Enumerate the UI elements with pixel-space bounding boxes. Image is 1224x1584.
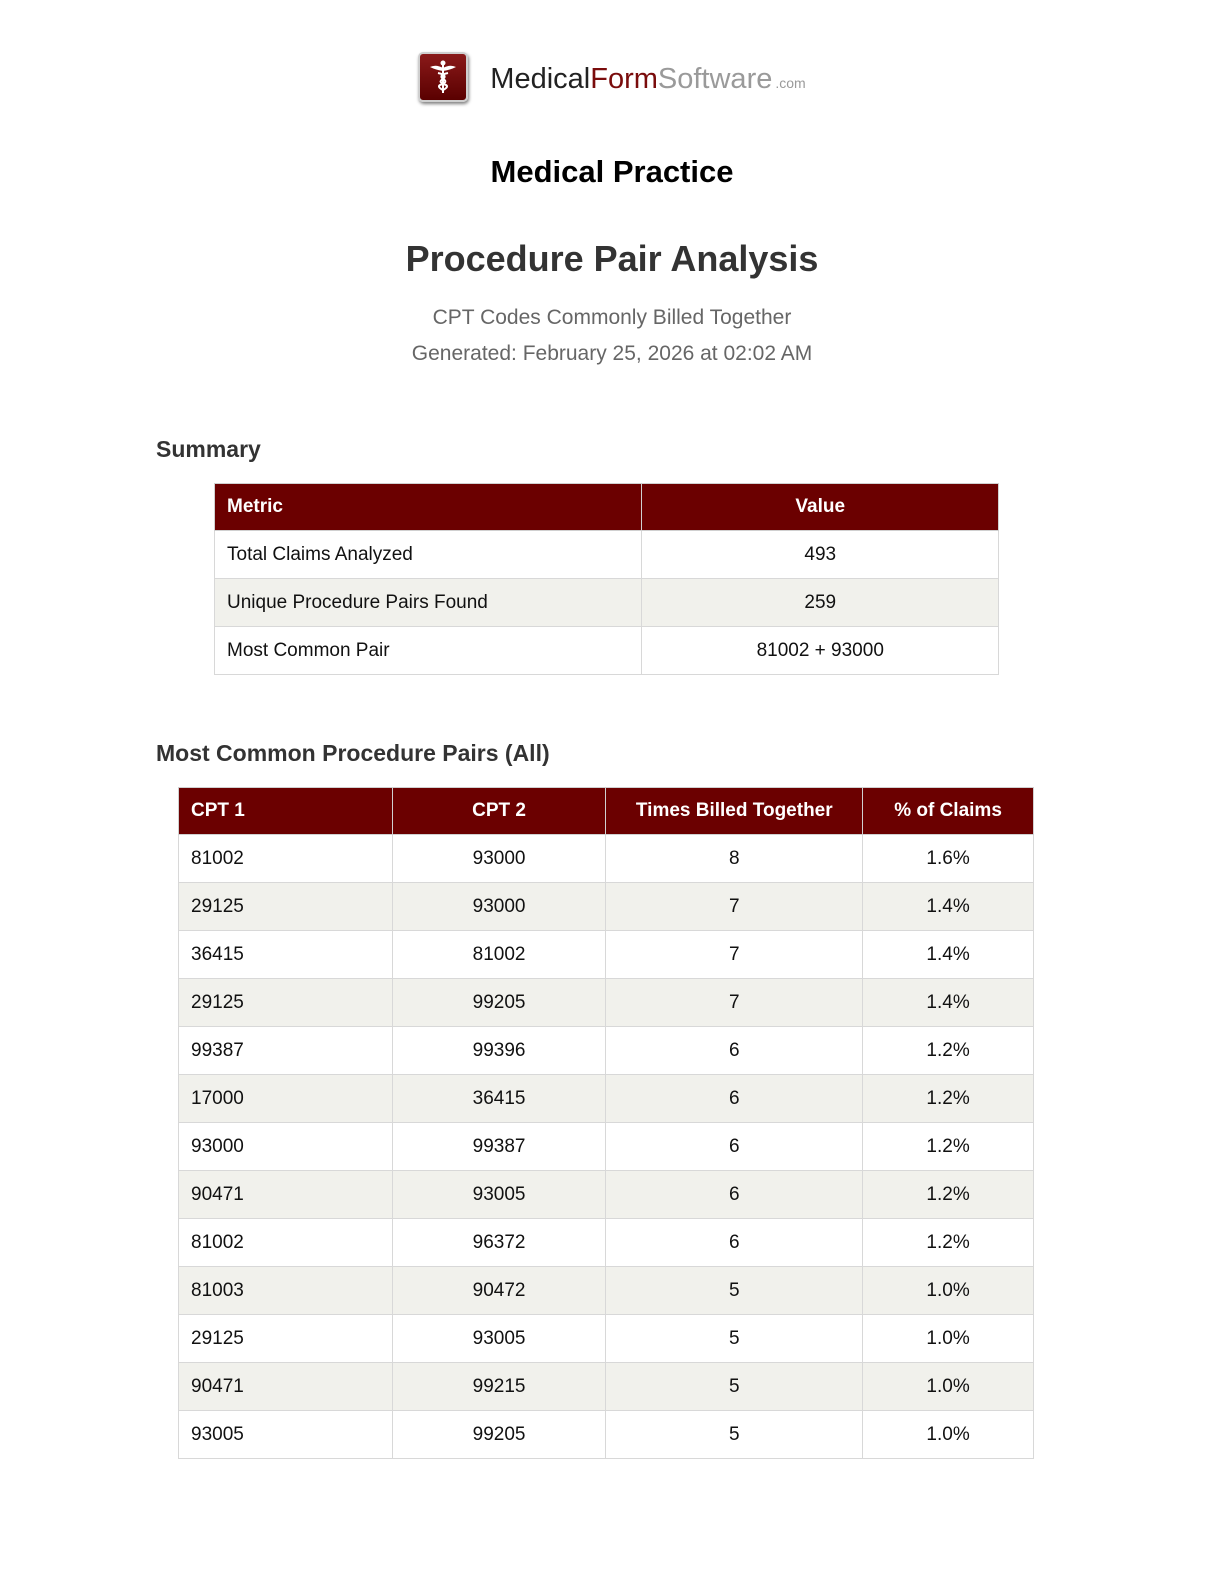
percent-claims-cell: 1.2% [863,1027,1034,1075]
times-billed-cell: 5 [606,1411,863,1459]
table-row [179,1363,1034,1411]
pairs-table [178,787,1034,1459]
cpt1-cell: 93005 [179,1411,393,1459]
percent-claims-cell: 1.2% [863,1219,1034,1267]
value-cell: 493 [642,531,999,579]
table-row [179,1411,1034,1459]
times-billed-cell: 7 [606,931,863,979]
times-billed-cell: 7 [606,979,863,1027]
cpt1-cell: 93000 [179,1123,393,1171]
metric-cell: Total Claims Analyzed [215,531,642,579]
column-header-value: Value [642,484,999,531]
cpt2-cell: 99387 [392,1123,606,1171]
percent-claims-cell: 1.4% [863,931,1034,979]
table-row [179,1027,1034,1075]
percent-claims-cell: 1.4% [863,979,1034,1027]
pairs-header-row [179,788,1034,835]
times-billed-cell: 8 [606,835,863,883]
cpt2-cell: 93000 [392,883,606,931]
cpt1-cell: 81003 [179,1267,393,1315]
table-row [179,1219,1034,1267]
table-row [179,1171,1034,1219]
cpt1-cell: 81002 [179,1219,393,1267]
times-billed-cell: 6 [606,1075,863,1123]
value-cell: 259 [642,579,999,627]
report-subtitle: CPT Codes Commonly Billed Together [432,306,792,329]
cpt1-cell: 29125 [179,1315,393,1363]
times-billed-cell: 5 [606,1267,863,1315]
table-row [179,835,1034,883]
brand-name-form: Form [590,62,658,95]
times-billed-cell: 6 [606,1171,863,1219]
cpt2-cell: 99205 [392,979,606,1027]
cpt2-cell: 99396 [392,1027,606,1075]
generated-timestamp: Generated: February 25, 2026 at 02:02 AM [411,342,813,365]
percent-claims-cell: 1.0% [863,1411,1034,1459]
cpt2-cell: 93005 [392,1315,606,1363]
percent-claims-cell: 1.2% [863,1123,1034,1171]
metric-cell: Unique Procedure Pairs Found [215,579,642,627]
table-row [215,531,999,579]
times-billed-cell: 5 [606,1363,863,1411]
times-billed-cell: 6 [606,1219,863,1267]
table-row [215,627,999,675]
cpt1-cell: 90471 [179,1363,393,1411]
brand-name-software: Software [657,62,773,95]
cpt1-cell: 90471 [179,1171,393,1219]
percent-claims-cell: 1.4% [863,883,1034,931]
column-header-cpt1: CPT 1 [179,788,393,835]
cpt2-cell: 93005 [392,1171,606,1219]
cpt2-cell: 36415 [392,1075,606,1123]
column-header-pct: % of Claims [863,788,1034,835]
percent-claims-cell: 1.0% [863,1267,1034,1315]
percent-claims-cell: 1.0% [863,1363,1034,1411]
summary-table [214,483,999,675]
cpt2-cell: 93000 [392,835,606,883]
table-row [179,883,1034,931]
value-cell: 81002 + 93000 [642,627,999,675]
cpt2-cell: 99205 [392,1411,606,1459]
times-billed-cell: 6 [606,1027,863,1075]
column-header-cpt2: CPT 2 [392,788,606,835]
caduceus-icon [418,52,468,102]
table-row [179,1075,1034,1123]
cpt1-cell: 29125 [179,883,393,931]
cpt2-cell: 90472 [392,1267,606,1315]
percent-claims-cell: 1.6% [863,835,1034,883]
cpt1-cell: 29125 [179,979,393,1027]
column-header-metric: Metric [215,484,642,531]
table-row [179,931,1034,979]
cpt1-cell: 36415 [179,931,393,979]
table-row [179,979,1034,1027]
brand-name-suffix: .com [775,74,806,91]
column-header-times: Times Billed Together [606,788,863,835]
table-row [179,1123,1034,1171]
table-row [215,579,999,627]
pairs-heading: Most Common Procedure Pairs (All) [156,740,550,766]
cpt2-cell: 99215 [392,1363,606,1411]
cpt1-cell: 81002 [179,835,393,883]
cpt2-cell: 81002 [392,931,606,979]
cpt2-cell: 96372 [392,1219,606,1267]
times-billed-cell: 7 [606,883,863,931]
practice-name: Medical Practice [490,154,734,189]
summary-header-row [215,484,999,531]
table-row [179,1267,1034,1315]
percent-claims-cell: 1.2% [863,1075,1034,1123]
percent-claims-cell: 1.0% [863,1315,1034,1363]
table-row [179,1315,1034,1363]
cpt1-cell: 17000 [179,1075,393,1123]
cpt1-cell: 99387 [179,1027,393,1075]
percent-claims-cell: 1.2% [863,1171,1034,1219]
report-title: Procedure Pair Analysis [405,238,819,279]
times-billed-cell: 6 [606,1123,863,1171]
summary-heading: Summary [156,436,261,462]
brand-name [490,63,805,96]
brand-name-medical: Medical [490,62,591,95]
metric-cell: Most Common Pair [215,627,642,675]
brand-logo [0,52,1224,102]
times-billed-cell: 5 [606,1315,863,1363]
